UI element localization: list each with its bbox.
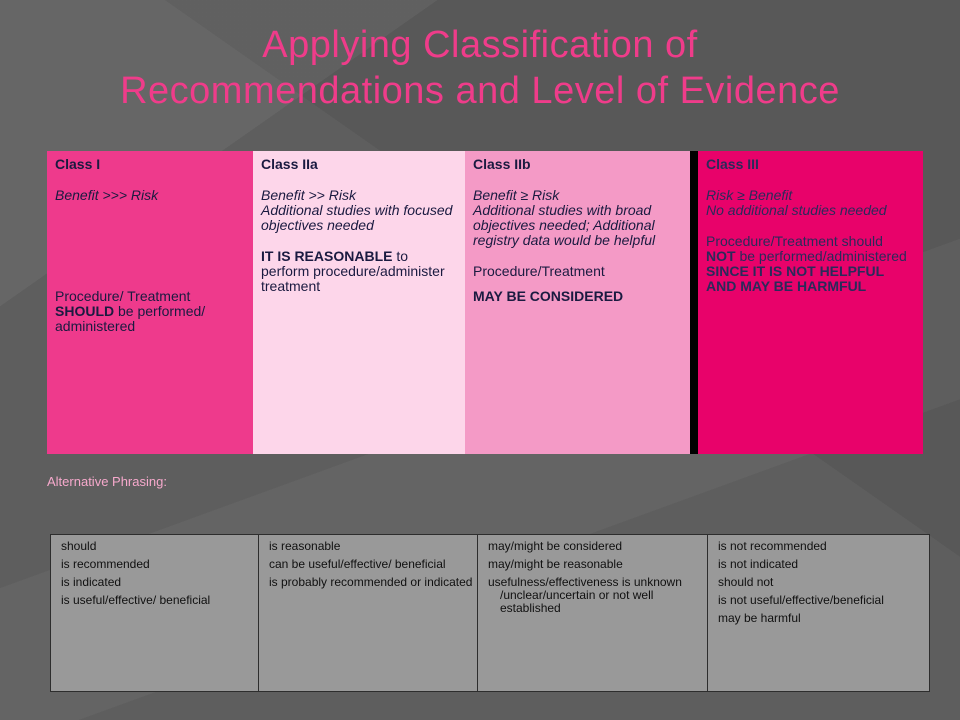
- title-line-1: Applying Classification of: [262, 24, 698, 66]
- class-i-cell: [47, 151, 253, 454]
- class-iii-heading: Class III: [706, 156, 759, 172]
- alt-column-class-iii: [708, 535, 929, 691]
- class-iii-procedure: Procedure/Treatment should NOT be performed/administered: [706, 233, 907, 264]
- list-item: may be harmful: [718, 611, 801, 625]
- class-i-heading: Class I: [55, 156, 101, 172]
- class-iii-cell: [698, 151, 923, 454]
- list-item: should: [61, 539, 97, 553]
- list-item: is indicated: [61, 575, 122, 589]
- list-item: usefulness/effectiveness is unknown /unclear/uncertain or not well established: [488, 575, 682, 615]
- class-iia-cell: [253, 151, 465, 454]
- list-item: is not indicated: [718, 557, 799, 571]
- alt-column-class-iib: [478, 535, 708, 691]
- list-item: is not useful/effective/beneficial: [718, 593, 884, 607]
- slide-title: [0, 22, 960, 114]
- class-iia-heading: Class IIa: [261, 156, 318, 172]
- class-i-benefit: Benefit >>> Risk: [55, 187, 159, 203]
- list-item: is probably recommended or indicated: [269, 575, 473, 589]
- list-item: can be useful/effective/ beneficial: [269, 557, 446, 571]
- class-iib-procedure: Procedure/Treatment: [473, 263, 605, 279]
- list-item: is useful/effective/ beneficial: [61, 593, 211, 607]
- list-item: is recommended: [61, 557, 150, 571]
- class-iia-procedure: IT IS REASONABLE to perform procedure/administer treatment: [261, 248, 445, 294]
- class-iii-extra: No additional studies needed: [706, 202, 887, 218]
- class-iib-extra: Additional studies with broad objectives needed; Additional registry data would be helpful: [473, 202, 656, 248]
- class-iib-heading: Class IIb: [473, 156, 531, 172]
- class-iii-benefit: Risk ≥ Benefit: [706, 187, 793, 203]
- class-i-procedure: Procedure/ Treatment SHOULD be performed/ administered: [55, 288, 206, 334]
- class-iia-extra: Additional studies with focused objectives needed: [261, 202, 453, 233]
- class-iib-recommendation: MAY BE CONSIDERED: [473, 288, 624, 304]
- class-iii-warning: SINCE IT IS NOT HELPFUL AND MAY BE HARMFUL: [706, 263, 884, 294]
- classification-table: [47, 151, 923, 454]
- list-item: may/might be reasonable: [488, 557, 623, 571]
- list-item: is not recommended: [718, 539, 827, 553]
- class-iia-benefit: Benefit >> Risk: [261, 187, 356, 203]
- alternative-phrasing-label: Alternative Phrasing:: [47, 474, 167, 489]
- alternative-phrasing-table: [50, 534, 930, 692]
- list-item: may/might be considered: [488, 539, 623, 553]
- alt-column-class-i: [51, 535, 259, 691]
- class-separator: [690, 151, 698, 454]
- list-item: is reasonable: [269, 539, 341, 553]
- list-item: should not: [718, 575, 774, 589]
- class-iib-cell: [465, 151, 690, 454]
- class-iib-benefit: Benefit ≥ Risk: [473, 187, 560, 203]
- title-line-2: Recommendations and Level of Evidence: [120, 70, 840, 112]
- alt-column-class-iia: [259, 535, 478, 691]
